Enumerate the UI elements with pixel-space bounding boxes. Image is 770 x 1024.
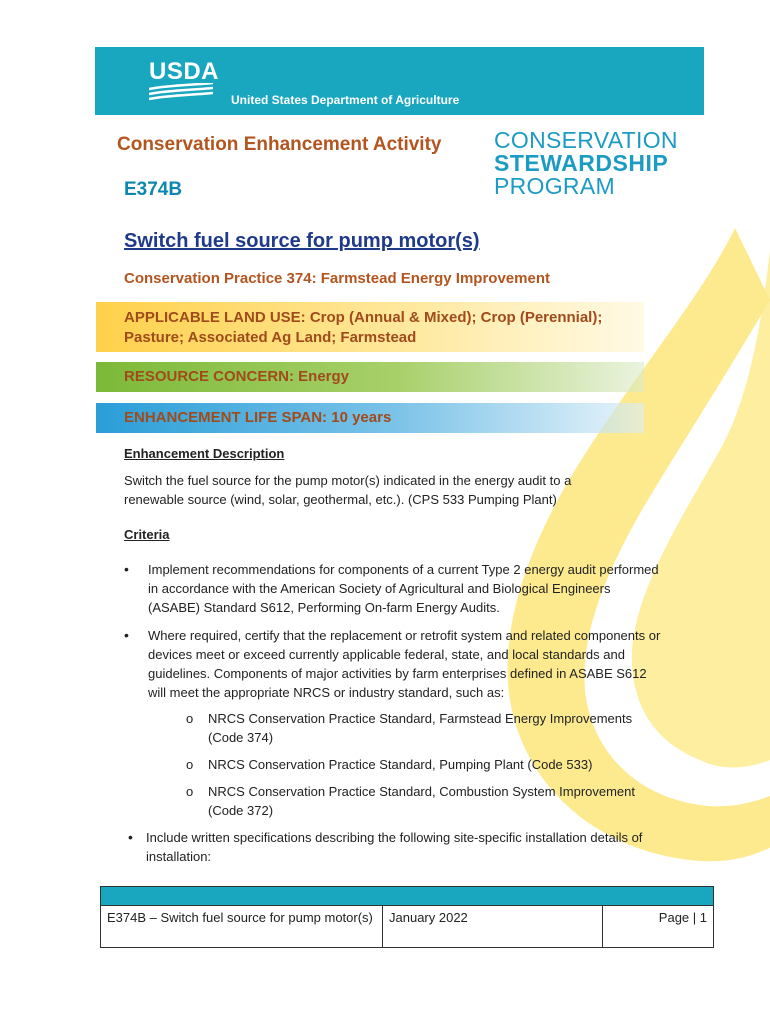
resource-concern-band: RESOURCE CONCERN: Energy <box>96 362 644 392</box>
bullet-icon: • <box>128 829 133 845</box>
footer-date: January 2022 <box>383 906 603 947</box>
list-item <box>124 626 664 702</box>
department-name: United States Department of Agriculture <box>231 93 460 107</box>
usda-logo: USDA <box>149 58 220 85</box>
description-text: Switch the fuel source for the pump motor(s) indicated in the energy audit to a renewable source (wind, solar, geothermal, etc.). (CPS 533 Pumping Plant) <box>124 473 572 507</box>
practice-subtitle: Conservation Practice 374: Farmstead Energy Improvement <box>124 270 550 287</box>
footer-color-bar <box>101 887 713 906</box>
sub-list-item <box>186 709 656 747</box>
activity-heading: Conservation Enhancement Activity <box>117 134 442 155</box>
sub-list-item <box>186 755 656 774</box>
criteria-heading: Criteria <box>124 527 170 542</box>
list-item <box>128 828 688 866</box>
program-logo-line1: CONSERVATION <box>494 127 678 153</box>
usda-banner <box>95 47 704 115</box>
sub-bullet-icon: o <box>186 784 194 799</box>
criteria-item-text: Include written specifications describing the following site-specific installation details of installation: <box>146 830 643 864</box>
sub-item-text: NRCS Conservation Practice Standard, Combustion System Improvement (Code 372) <box>208 784 636 818</box>
program-logo-line2: STEWARDSHIP <box>494 150 669 176</box>
program-logo <box>494 129 678 198</box>
land-use-line1: APPLICABLE LAND USE: Crop (Annual & Mixed); Crop (Perennial); <box>124 309 603 326</box>
page-title: Switch fuel source for pump motor(s) <box>124 230 480 252</box>
enhancement-code: E374B <box>124 179 183 200</box>
program-logo-line3: PROGRAM <box>494 173 615 199</box>
criteria-item-text: Implement recommendations for components of a current Type 2 energy audit performed in accordance with the American Society of Agricultural and Biological Engineers (ASABE) Standard S612, Performing On-farm Energy Audits. <box>148 562 659 615</box>
footer-row <box>101 906 713 947</box>
bullet-icon: • <box>124 561 129 577</box>
criteria-item-text: Where required, certify that the replacement or retrofit system and related components or devices meet or exceed currently applicable federal, state, and local standards and guidelines. Components of major activities by farm enterprises defined in ASABE S612 will meet the appropriate NRCS or industry standard, such as: <box>148 628 661 700</box>
land-use-line2: Pasture; Associated Ag Land; Farmstead <box>124 329 417 346</box>
bullet-icon: • <box>124 627 129 643</box>
land-use-band <box>96 302 644 352</box>
description-heading: Enhancement Description <box>124 446 285 461</box>
footer-page-number: Page | 1 <box>658 910 707 925</box>
list-item <box>124 560 664 617</box>
sub-item-text: NRCS Conservation Practice Standard, Farmstead Energy Improvements (Code 374) <box>208 711 633 745</box>
footer-doc-label: E374B – Switch fuel source for pump motor(s) <box>101 906 383 947</box>
sub-bullet-icon: o <box>186 711 194 726</box>
usda-logo-swoosh-icon <box>149 83 213 103</box>
sub-item-text: NRCS Conservation Practice Standard, Pumping Plant (Code 533) <box>208 757 593 772</box>
sub-list-item <box>186 782 656 820</box>
life-span-band: ENHANCEMENT LIFE SPAN: 10 years <box>96 403 644 433</box>
page-footer <box>100 886 714 948</box>
sub-bullet-icon: o <box>186 757 194 772</box>
